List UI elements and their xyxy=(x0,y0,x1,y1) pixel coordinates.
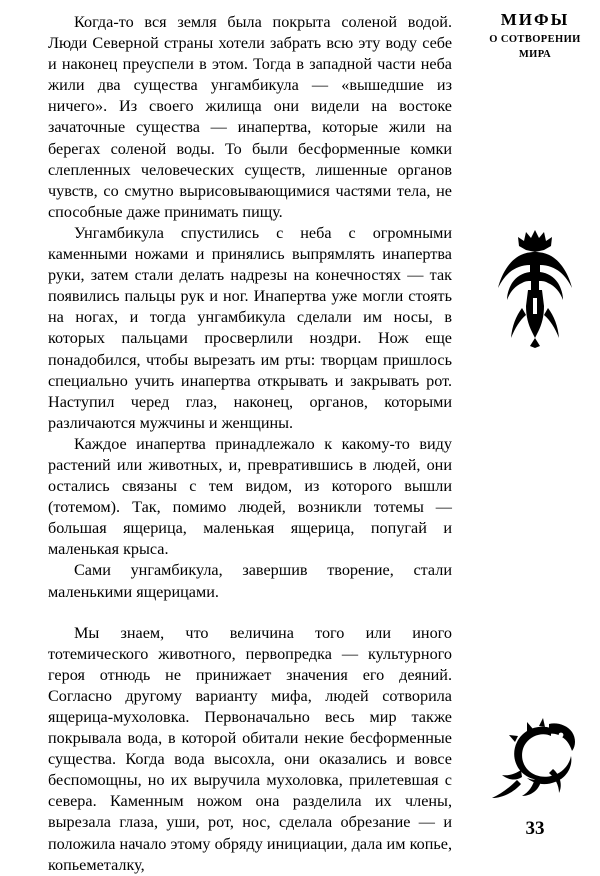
running-head-title: МИФЫ xyxy=(500,10,570,29)
page-number: 33 xyxy=(525,818,545,839)
lizard-ornament xyxy=(470,718,600,811)
paragraph: Сами унгамбикула, завершив творение, стали маленькими ящерицами. xyxy=(48,561,452,601)
totem-figure-ornament xyxy=(470,228,600,353)
paragraph: Когда-то вся земля была покрыта соленой водой. Люди Северной страны хотели забрать всю эту воду себе и наконец преуспели в этом. Тогда в западной части неба жили два существа унгамбикула — «вышедшие из ничего». Из своего жилища они видели на востоке зачаточные существа — инапертва, которые жили на берегах соленой воды. То были бесформенные комки слепленных человеческих существ, лишенные органов чувств, со смутно вырисовывающимися частями тела, не способные даже принимать пищу. xyxy=(48,13,452,221)
paragraph: Унгамбикула спустились с неба с огромными каменными ножами и принялись выпрямлять инапертва руки, затем стали делать надрезы на конечностях — так появились пальцы рук и ног. Инапертва уже могли стоять на ногах, и тогда унгамбикула сделали им носы, в которых пальцами просверлили ноздри. Нож еще понадобился, чтобы вырезать им рты: творцам пришлось специально учить инапертва открывать и закрывать рот. Наступил черед глаз, наконец, органов, которыми различаются мужчины и женщины. xyxy=(48,223,452,432)
running-head-subtitle-line1: О СОТВОРЕНИИ xyxy=(489,34,581,45)
paragraph: Каждое инапертва принадлежало к какому-то виду растений или животных, и, превратившись в людей, они остались связаны с тем видом, из которого вышли (тотемом). Так, помимо людей, возникли тотемы — большая ящерица, маленькая ящерица, попугай и маленькая крыса. xyxy=(48,434,452,559)
running-head-subtitle-line2: МИРА xyxy=(518,49,552,60)
main-text-column xyxy=(48,12,452,876)
paragraph: Мы знаем, что величина того или иного тотемического животного, первопредка — культурного героя отнюдь не принижает значения его деяний. Согласно другому варианту мифа, людей сотворила ящерица-мухоловка. Первоначально весь мир также покрывала вода, в которой обитали некие бесформенные существа. Когда вода высохла, они оказались и вовсе беспомощны, но их выручила мухоловка, прилетевшая с севера. Каменным ножом она разделила их члены, вырезала глаза, уши, рот, нос, сделала обрезание — и положила начало этому обряду инициации, дала им копье, копьеметалку, xyxy=(48,623,452,874)
margin-column xyxy=(470,0,600,858)
running-head xyxy=(470,10,600,62)
